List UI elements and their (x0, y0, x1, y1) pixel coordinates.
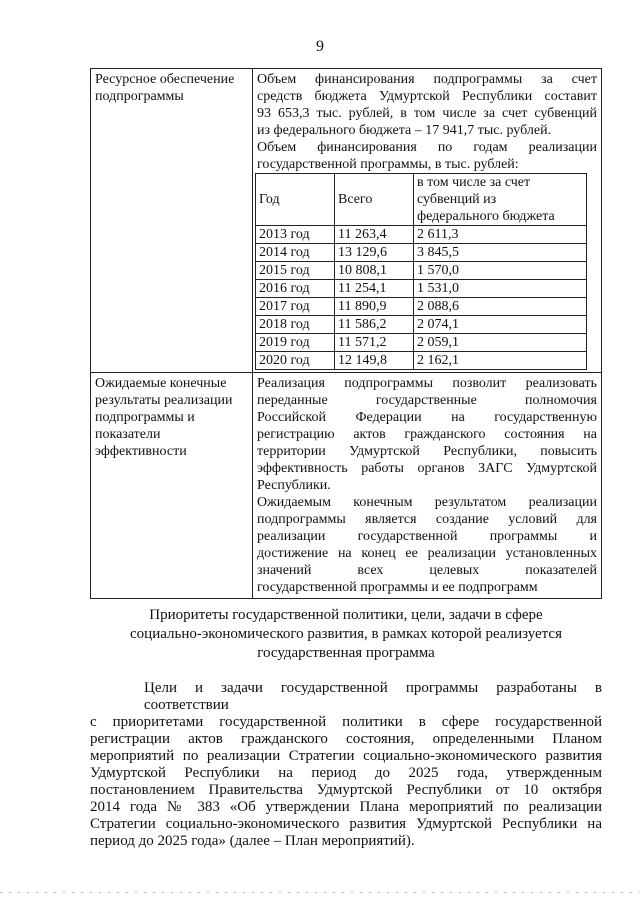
body-line: с приоритетами государственной политики в сфере государственной (90, 714, 602, 730)
resource-content-cell (253, 69, 602, 373)
funding-cell-total: 11 263,4 (335, 226, 414, 244)
funding-cell-subv: 2 162,1 (414, 352, 587, 370)
text-line: Ожидаемым конечным результатом реализации (257, 495, 597, 510)
funding-row (256, 316, 587, 334)
funding-cell-subv: 2 088,6 (414, 298, 587, 316)
text-line: реализации государственной программы и (257, 529, 597, 544)
header-line: в том числе за счет (417, 175, 531, 190)
text-line: достижение на конец ее реализации установленных (257, 546, 597, 561)
text-line: эффективность работы органов ЗАГС Удмуртской (257, 461, 597, 476)
funding-cell-year: 2014 год (256, 244, 335, 262)
funding-cell-subv: 2 611,3 (414, 226, 587, 244)
text-line: государственной программы и ее подпрограмм (257, 580, 538, 595)
funding-cell-year: 2019 год (256, 334, 335, 352)
funding-cell-subv: 2 059,1 (414, 334, 587, 352)
funding-cell-year: 2018 год (256, 316, 335, 334)
funding-header-row (256, 174, 587, 226)
label-line: Ресурсное обеспечение (95, 72, 235, 87)
funding-row (256, 280, 587, 298)
body-line: постановлением Правительства Удмуртской Республики от 10 октября (90, 782, 602, 798)
funding-cell-subv: 1 531,0 (414, 280, 587, 298)
label-line: Ожидаемые конечные (95, 376, 227, 391)
label-line: эффективности (95, 444, 187, 459)
resource-label-cell (91, 69, 253, 373)
funding-cell-total: 11 890,9 (335, 298, 414, 316)
funding-cell-total: 13 129,6 (335, 244, 414, 262)
section-heading (90, 606, 602, 663)
text-line: из федерального бюджета – 17 941,7 тыс. рублей. (257, 123, 552, 138)
scan-edge-mark (0, 892, 640, 893)
results-paragraph-2 (257, 494, 597, 596)
results-content-cell (253, 373, 602, 599)
heading-line: государственная программа (257, 645, 435, 661)
funding-cell-year: 2017 год (256, 298, 335, 316)
funding-row (256, 226, 587, 244)
funding-cell-subv: 3 845,5 (414, 244, 587, 262)
header-subventions (414, 174, 587, 226)
body-line: Цели и задачи государственной программы разработаны в соответствии (144, 680, 602, 713)
header-total: Всего (335, 174, 414, 226)
text-line: государственной программы, в тыс. рублей: (257, 157, 519, 172)
text-line: Объем финансирования подпрограммы за счет (257, 72, 597, 87)
funding-cell-subv: 2 074,1 (414, 316, 587, 334)
funding-cell-subv: 1 570,0 (414, 262, 587, 280)
results-label (95, 375, 248, 460)
heading-line: социально-экономического развития, в рамках которой реализуется (130, 626, 562, 642)
label-line: подпрограммы и (95, 410, 195, 425)
funding-row (256, 298, 587, 316)
text-line: значений всех целевых показателей (257, 563, 597, 578)
funding-cell-year: 2013 год (256, 226, 335, 244)
text-line: территории Удмуртской Республики, повысить (257, 444, 597, 459)
results-row (91, 373, 602, 599)
funding-cell-total: 11 586,2 (335, 316, 414, 334)
funding-row (256, 334, 587, 352)
funding-cell-total: 11 571,2 (335, 334, 414, 352)
funding-row (256, 262, 587, 280)
header-year: Год (256, 174, 335, 226)
text-line: средств бюджета Удмуртской Республики составит (257, 89, 597, 104)
label-line: результаты реализации (95, 393, 233, 408)
heading-line: Приоритеты государственной политики, цели, задачи в сфере (149, 607, 543, 623)
results-paragraph-1 (257, 375, 597, 494)
text-line: Республики. (257, 478, 331, 493)
results-label-cell (91, 373, 253, 599)
header-line: федерального бюджета (417, 209, 555, 224)
text-line: Объем финансирования по годам реализации (257, 140, 597, 155)
funding-cell-total: 12 149,8 (335, 352, 414, 370)
body-line: Удмуртской Республики на период до 2025 года, утвержденным (90, 765, 602, 781)
body-line: регистрации актов гражданского состояния, определенными Планом (90, 731, 602, 747)
label-line: показатели (95, 427, 161, 442)
body-line: Стратегии социально-экономического развития Удмуртской Республики на (90, 816, 602, 832)
label-line: подпрограммы (95, 89, 184, 104)
funding-cell-year: 2016 год (256, 280, 335, 298)
text-line: переданные государственные полномочия (257, 393, 597, 408)
body-line: мероприятий по реализации Стратегии социально-экономического развития (90, 748, 602, 764)
funding-cell-total: 11 254,1 (335, 280, 414, 298)
body-line: 2014 года № 383 «Об утверждении Плана мероприятий по реализации (90, 799, 602, 815)
funding-cell-year: 2015 год (256, 262, 335, 280)
resource-label (95, 71, 248, 105)
text-line: Реализация подпрограммы позволит реализовать (257, 376, 597, 391)
text-line: Российской Федерации на государственную (257, 410, 597, 425)
text-line: регистрацию актов гражданского состояния на (257, 427, 597, 442)
funding-row (256, 244, 587, 262)
funding-row (256, 352, 587, 370)
text-line: 93 653,3 тыс. рублей, в том числе за счет субвенций (257, 106, 597, 121)
funding-cell-total: 10 808,1 (335, 262, 414, 280)
passport-table (90, 68, 602, 599)
resource-paragraph-1 (257, 71, 597, 139)
body-paragraph (90, 680, 602, 850)
text-line: подпрограммы является создание условий для (257, 512, 597, 527)
funding-by-year-table (255, 173, 587, 370)
body-line: период до 2025 года» (далее – План мероприятий). (90, 833, 415, 849)
resource-paragraph-2 (257, 139, 597, 173)
funding-cell-year: 2020 год (256, 352, 335, 370)
page-number: 9 (316, 38, 324, 55)
resource-row (91, 69, 602, 373)
header-line: субвенций из (417, 192, 497, 207)
